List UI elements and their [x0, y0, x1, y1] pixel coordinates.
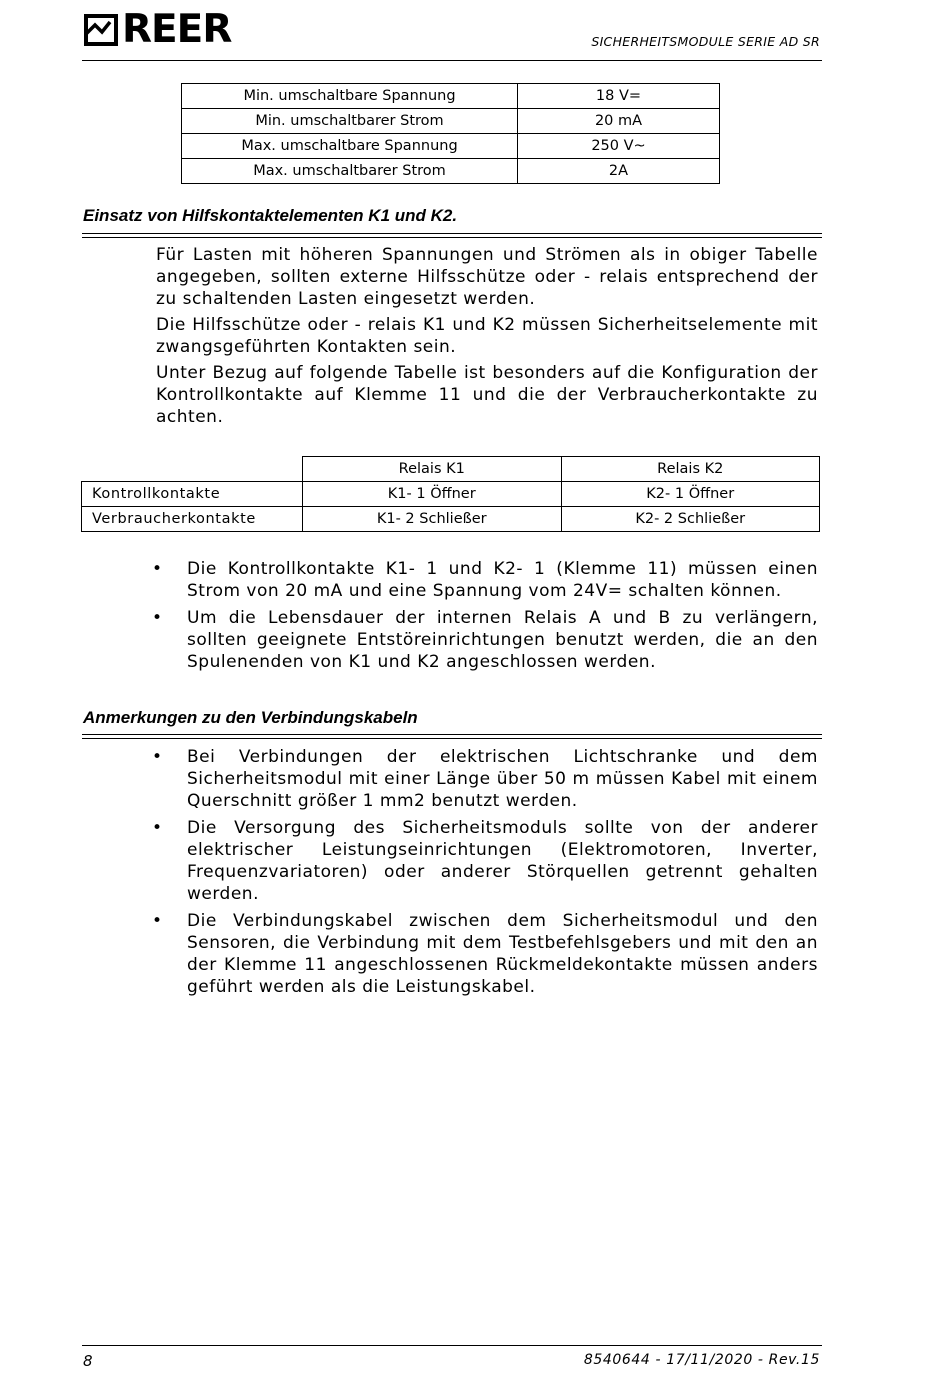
list-item: [152, 910, 818, 998]
table-header-row: [82, 457, 820, 482]
bullet-icon: •: [152, 818, 163, 838]
table-cell: 20 mA: [518, 109, 720, 134]
table-header-cell: Relais K2: [561, 457, 820, 482]
table-row: [82, 482, 820, 507]
bullet-list: [152, 746, 818, 1003]
table-cell: Max. umschaltbarer Strom: [182, 159, 518, 184]
table-cell: K2- 2 Schließer: [561, 507, 820, 532]
document-reference: 8540644 - 17/11/2020 - Rev.15: [583, 1352, 820, 1368]
table-cell: 250 V~: [518, 134, 720, 159]
table-cell: K1- 1 Öffner: [303, 482, 562, 507]
relay-table: [81, 456, 820, 532]
list-item-text: Bei Verbindungen der elektrischen Lichtschranke und dem Sicherheitsmodul mit einer Länge über 50 m müssen Kabel mit einem Querschnitt größer 1 mm2 benutzt werden.: [187, 747, 818, 811]
bullet-icon: •: [152, 608, 163, 628]
footer-divider: [82, 1345, 822, 1346]
table-header-cell: Relais K1: [303, 457, 562, 482]
section-divider: [82, 734, 822, 739]
list-item-text: Die Kontrollkontakte K1- 1 und K2- 1 (Klemme 11) müssen einen Strom von 20 mA und eine Spannung vom 24V= schalten können.: [187, 559, 818, 601]
page-number: 8: [83, 1352, 93, 1370]
section-divider: [82, 233, 822, 238]
bullet-list: [152, 558, 818, 678]
table-cell: K1- 2 Schließer: [303, 507, 562, 532]
list-item-text: Um die Lebensdauer der internen Relais A und B zu verlängern, sollten geeignete Entstöreinrichtungen benutzt werden, die an den Spulenenden von K1 und K2 angeschlossen werden.: [187, 608, 818, 672]
table-cell: 2A: [518, 159, 720, 184]
logo-text: REER: [122, 7, 232, 52]
table-row: [182, 134, 720, 159]
list-item-text: Die Versorgung des Sicherheitsmoduls sollte von der anderer elektrischer Leistungseinrichtungen (Elektromotoren, Inverter, Frequenzvariatoren) oder anderer Störquellen getrennt gehalten werden.: [187, 818, 818, 904]
table-cell: K2- 1 Öffner: [561, 482, 820, 507]
header-divider: [82, 60, 822, 61]
company-logo: [84, 7, 232, 52]
list-item: [152, 746, 818, 812]
table-cell: Verbraucherkontakte: [82, 507, 303, 532]
table-cell: Max. umschaltbare Spannung: [182, 134, 518, 159]
header-title: SICHERHEITSMODULE SERIE AD SR: [591, 34, 820, 49]
table-cell: Kontrollkontakte: [82, 482, 303, 507]
section-title-hilfskontakte: Einsatz von Hilfskontaktelementen K1 und K2.: [83, 206, 458, 225]
list-item-text: Die Verbindungskabel zwischen dem Sicherheitsmodul und den Sensoren, die Verbindung mit dem Testbefehlsgebers und mit den an der Klemme 11 angeschlossenen Rückmeldekontakte müssen anders geführt werden als die Leistungskabel.: [187, 911, 818, 997]
list-item: [152, 817, 818, 905]
table-row: [182, 159, 720, 184]
table-cell: Min. umschaltbare Spannung: [182, 84, 518, 109]
list-item: [152, 558, 818, 602]
table-cell: Min. umschaltbarer Strom: [182, 109, 518, 134]
section-title-verbindungskabel: Anmerkungen zu den Verbindungskabeln: [83, 708, 418, 727]
bullet-icon: •: [152, 911, 163, 931]
logo-mark-icon: [84, 14, 118, 46]
table-row: [182, 109, 720, 134]
ratings-table: [181, 83, 720, 184]
paragraph: Für Lasten mit höheren Spannungen und Strömen als in obiger Tabelle angegeben, sollten externe Hilfsschütze oder - relais entsprechend der zu schaltenden Lasten eingesetzt werden.: [156, 245, 818, 309]
bullet-icon: •: [152, 747, 163, 767]
list-item: [152, 607, 818, 673]
bullet-icon: •: [152, 559, 163, 579]
table-row: [82, 507, 820, 532]
paragraph: Unter Bezug auf folgende Tabelle ist besonders auf die Konfiguration der Kontrollkontakte auf Klemme 11 und die der Verbraucherkontakte zu achten.: [156, 363, 818, 427]
table-row: [182, 84, 720, 109]
paragraph: Die Hilfsschütze oder - relais K1 und K2 müssen Sicherheitselemente mit zwangsgeführten Kontakten sein.: [156, 315, 818, 357]
table-cell: [82, 457, 303, 482]
table-cell: 18 V=: [518, 84, 720, 109]
